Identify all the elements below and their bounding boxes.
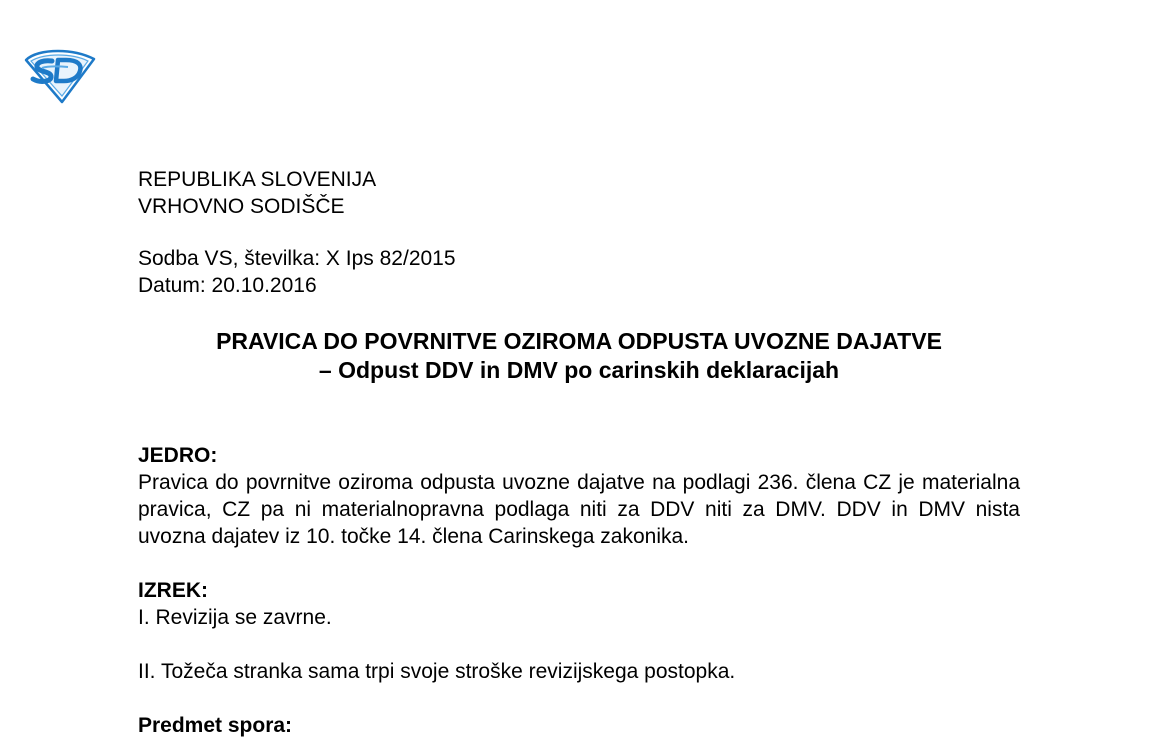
- document-title: [138, 327, 1020, 385]
- case-date: Datum: 20.10.2016: [138, 274, 317, 297]
- izrek-heading: IZREK:: [138, 579, 208, 602]
- title-line-1: PRAVICA DO POVRNITVE OZIROMA ODPUSTA UVOZNE DAJATVE: [216, 328, 942, 354]
- jedro-heading: JEDRO:: [138, 444, 218, 467]
- title-line-2: – Odpust DDV in DMV po carinskih deklaracijah: [318, 357, 840, 383]
- case-number: Sodba VS, številka: X Ips 82/2015: [138, 247, 456, 270]
- case-info: [138, 245, 456, 299]
- jedro-text: Pravica do povrnitve oziroma odpusta uvozne dajatve na podlagi 236. člena CZ je materialna pravica, CZ pa ni materialnopravna podlaga niti za DDV niti za DMV. DDV in DMV nista uvozna dajatev iz 10. točke 14. člena Carinskega zakonika.: [138, 471, 1020, 548]
- izrek-section: [138, 577, 1020, 631]
- supreme-court-logo-icon: [22, 48, 96, 104]
- court-header: [138, 166, 376, 220]
- predmet-heading: Predmet spora:: [138, 714, 293, 737]
- izrek-item-2: II. Tožeča stranka sama trpi svoje stroške revizijskega postopka.: [138, 660, 736, 683]
- court-country: REPUBLIKA SLOVENIJA: [138, 168, 377, 191]
- izrek-item-1: I. Revizija se zavrne.: [138, 606, 332, 629]
- court-name: VRHOVNO SODIŠČE: [138, 195, 345, 218]
- predmet-section: [138, 712, 1020, 739]
- jedro-section: [138, 442, 1020, 550]
